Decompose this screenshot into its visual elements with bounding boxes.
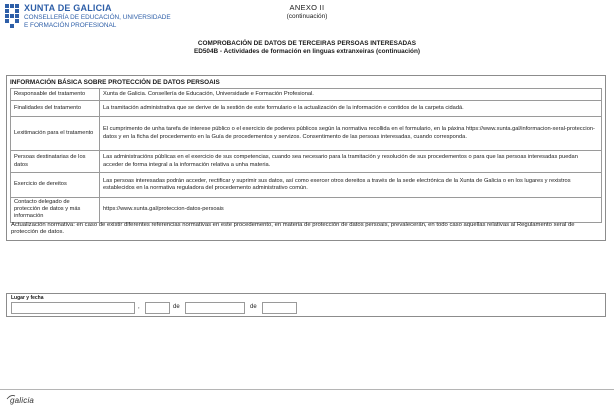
table-row [11, 173, 602, 198]
row-value: La tramitación administrativa que se derive de la xestión de este formulario e la actualización de la información e contidos de la carpeta cidadá. [100, 101, 602, 117]
place-date-section [6, 293, 606, 317]
table-row [11, 151, 602, 173]
place-input[interactable] [11, 302, 135, 314]
table-row [11, 117, 602, 151]
comma-separator: , [138, 304, 140, 310]
year-input[interactable] [262, 302, 297, 314]
row-label: Responsable del tratamento [11, 89, 100, 101]
annex-subtitle: (continuación) [286, 13, 328, 20]
footer-divider [0, 389, 614, 390]
row-label: Contacto delegado de protección de datos y más información [11, 198, 100, 223]
document-subtitle: ED504B - Actividades de formación en linguas extranxeiras (continuación) [194, 48, 420, 55]
row-value: https://www.xunta.gal/proteccion-datos-persoais [100, 198, 602, 223]
document-title: COMPROBACIÓN DE DATOS DE TERCEIRAS PERSOAS INTERESADAS [197, 40, 417, 47]
row-label: Finalidades del tratamento [11, 101, 100, 117]
org-name: XUNTA DE GALICIA [24, 3, 112, 13]
galicia-swoosh-icon [6, 394, 16, 400]
row-label: Persoas destinatarias de los datos [11, 151, 100, 173]
row-value: Las persoas interesadas podrán acceder, rectificar y suprimir sus datos, así como exercer otros dereitos a través de la sede electrónica de la Xunta de Galicia o en los lugares y rexistros establecidos en la normativa reguladora del procedemento administrativo común. [100, 173, 602, 198]
row-value: Xunta de Galicia. Consellería de Educación, Universidade e Formación Profesional. [100, 89, 602, 101]
row-label: Exercicio de dereitos [11, 173, 100, 198]
day-input[interactable] [145, 302, 170, 314]
row-label: Lexitimación para el tratamento [11, 117, 100, 151]
footer-logo-text: galicia [10, 396, 35, 405]
data-protection-heading: INFORMACIÓN BÁSICA SOBRE PROTECCIÓN DE DATOS PERSOAIS [10, 79, 220, 86]
table-row [11, 89, 602, 101]
galicia-footer-logo [10, 396, 34, 405]
table-row [11, 198, 602, 223]
place-date-label: Lugar y fecha [11, 295, 44, 301]
row-value: Las administracións públicas en el exercicio de sus competencias, cuando sea necesario para la tramitación y resolución de sus procedementos o para que las persoas interesadas puedan acceder de forma integral a la información relativa a unha materia. [100, 151, 602, 173]
table-row [11, 101, 602, 117]
month-input[interactable] [185, 302, 245, 314]
row-value: El cumprimento de unha tarefa de interese público o el exercicio de poderes públicos según la normativa recollida en el formulario, en la páxina https://www.xunta.gal/informacion-xeral-proteccion-datos y en la ficha del procedemento en la Guía de procedementos y servizos. Consentimento de las persoas interesadas, cuando corresponda. [100, 117, 602, 151]
de-separator-1: de [173, 304, 180, 310]
data-protection-section [6, 75, 606, 241]
data-protection-table [10, 88, 602, 223]
regulatory-update-note: Actualización normativa: en caso de existir diferentes referencias normativas en este procedemento, en materia de protección de datos persoais, prevalecerán, en todo caso aquellas relativas al Regulamento xeral de protección de datos. [11, 222, 575, 236]
de-separator-2: de [250, 304, 257, 310]
department-line-2: E FORMACIÓN PROFESIONAL [24, 22, 117, 29]
annex-title: ANEXO II [289, 3, 325, 12]
department-line-1: CONSELLERÍA DE EDUCACIÓN, UNIVERSIDADE [24, 14, 171, 21]
